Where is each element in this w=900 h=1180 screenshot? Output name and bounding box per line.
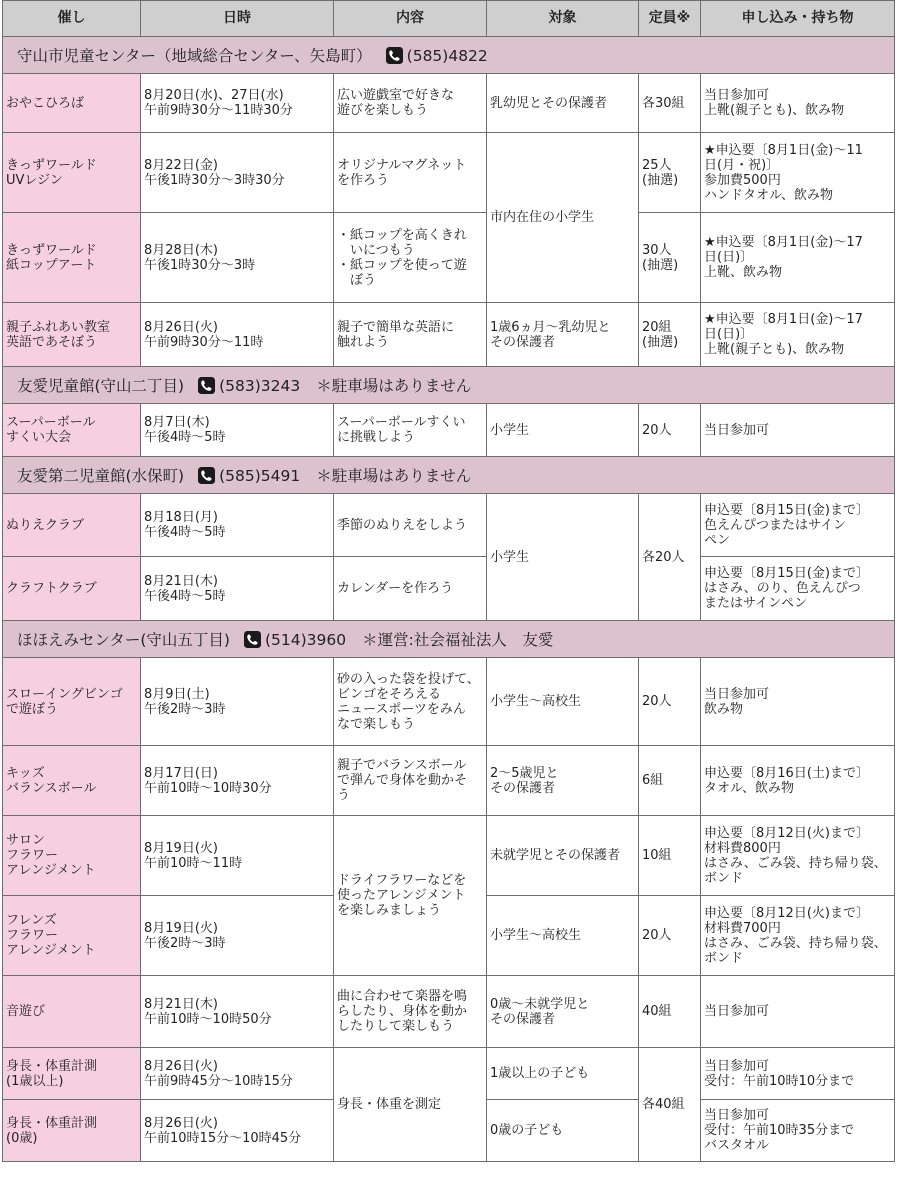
event-target: 小学生～高校生 bbox=[487, 658, 639, 746]
header-capacity: 定員※ bbox=[639, 1, 701, 37]
event-target: 市内在住の小学生 bbox=[487, 133, 639, 303]
event-apply: 申込要〔8月15日(金)まで〕 色えんぴつまたはサイン ペン bbox=[701, 494, 895, 557]
event-content: 親子で簡単な英語に 触れよう bbox=[334, 303, 487, 367]
event-content: 曲に合わせて楽器を鳴 らしたり、身体を動か したりして楽しもう bbox=[334, 976, 487, 1048]
table-row bbox=[3, 658, 895, 746]
table-row bbox=[3, 213, 895, 303]
table-row bbox=[3, 133, 895, 213]
event-datetime: 8月19日(火) 午後2時～3時 bbox=[141, 896, 334, 976]
event-content: カレンダーを作ろう bbox=[334, 557, 487, 621]
event-datetime: 8月18日(月) 午後4時～5時 bbox=[141, 494, 334, 557]
event-datetime: 8月26日(火) 午前9時30分～11時 bbox=[141, 303, 334, 367]
event-datetime: 8月17日(日) 午前10時～10時30分 bbox=[141, 746, 334, 816]
event-name: 親子ふれあい教室 英語であそぼう bbox=[3, 303, 141, 367]
event-target: 0歳～未就学児と その保護者 bbox=[487, 976, 639, 1048]
event-name: きっずワールド UVレジン bbox=[3, 133, 141, 213]
phone-icon bbox=[244, 631, 261, 648]
event-apply: 当日参加可 受付：午前10時35分まで バスタオル bbox=[701, 1100, 895, 1162]
event-apply: 当日参加可 bbox=[701, 404, 895, 457]
event-name: きっずワールド 紙コップアート bbox=[3, 213, 141, 303]
event-target: 小学生～高校生 bbox=[487, 896, 639, 976]
phone-icon bbox=[198, 467, 215, 484]
event-target: 未就学児とその保護者 bbox=[487, 816, 639, 896]
event-name: サロン フラワー アレンジメント bbox=[3, 816, 141, 896]
event-datetime: 8月7日(木) 午後4時～5時 bbox=[141, 404, 334, 457]
events-table bbox=[2, 0, 895, 1162]
event-name: クラフトクラブ bbox=[3, 557, 141, 621]
event-target: 乳幼児とその保護者 bbox=[487, 74, 639, 133]
event-apply: ★申込要〔8月1日(金)～11 日(月・祝)〕 参加費500円 ハンドタオル、飲み物 bbox=[701, 133, 895, 213]
section-header bbox=[3, 367, 895, 404]
table-row bbox=[3, 746, 895, 816]
event-capacity: 各20人 bbox=[639, 494, 701, 621]
event-capacity: 20人 bbox=[639, 404, 701, 457]
event-apply: 申込要〔8月12日(火)まで〕 材料費800円 はさみ、ごみ袋、持ち帰り袋、 ボンド bbox=[701, 816, 895, 896]
event-target: 1歳6ヵ月～乳幼児と その保護者 bbox=[487, 303, 639, 367]
section-phone: (585)5491 bbox=[219, 466, 301, 485]
event-content: 広い遊戯室で好きな 遊びを楽しもう bbox=[334, 74, 487, 133]
event-datetime: 8月26日(火) 午前9時45分～10時15分 bbox=[141, 1048, 334, 1100]
event-capacity: 10組 bbox=[639, 816, 701, 896]
header-target: 対象 bbox=[487, 1, 639, 37]
event-name: 身長・体重計測 (0歳) bbox=[3, 1100, 141, 1162]
event-apply: 当日参加可 上靴(親子とも)、飲み物 bbox=[701, 74, 895, 133]
event-content: 季節のぬりえをしよう bbox=[334, 494, 487, 557]
event-datetime: 8月9日(土) 午後2時～3時 bbox=[141, 658, 334, 746]
event-name: キッズ バランスボール bbox=[3, 746, 141, 816]
event-datetime: 8月28日(木) 午後1時30分～3時 bbox=[141, 213, 334, 303]
table-row bbox=[3, 404, 895, 457]
event-target: 2～5歳児と その保護者 bbox=[487, 746, 639, 816]
event-apply: 申込要〔8月12日(火)まで〕 材料費700円 はさみ、ごみ袋、持ち帰り袋、 ボンド bbox=[701, 896, 895, 976]
event-content: ・紙コップを高くきれ いにつもう ・紙コップを使って遊 ぼう bbox=[334, 213, 487, 303]
event-name: ぬりえクラブ bbox=[3, 494, 141, 557]
event-capacity: 20人 bbox=[639, 658, 701, 746]
event-name: スーパーボール すくい大会 bbox=[3, 404, 141, 457]
event-content: オリジナルマグネット を作ろう bbox=[334, 133, 487, 213]
table-row bbox=[3, 557, 895, 621]
section-header bbox=[3, 37, 895, 74]
event-capacity: 20組 (抽選) bbox=[639, 303, 701, 367]
event-datetime: 8月22日(金) 午後1時30分～3時30分 bbox=[141, 133, 334, 213]
event-apply: ★申込要〔8月1日(金)～17 日(日)〕 上靴、飲み物 bbox=[701, 213, 895, 303]
event-apply: 当日参加可 受付：午前10時10分まで bbox=[701, 1048, 895, 1100]
event-target: 1歳以上の子ども bbox=[487, 1048, 639, 1100]
event-content: スーパーボールすくい に挑戦しよう bbox=[334, 404, 487, 457]
event-capacity: 各30組 bbox=[639, 74, 701, 133]
event-datetime: 8月21日(木) 午前10時～10時50分 bbox=[141, 976, 334, 1048]
event-name: フレンズ フラワー アレンジメント bbox=[3, 896, 141, 976]
table-row bbox=[3, 1048, 895, 1100]
event-content: 砂の入った袋を投げて、 ビンゴをそろえる ニュースポーツをみん なで楽しもう bbox=[334, 658, 487, 746]
event-apply: 当日参加可 飲み物 bbox=[701, 658, 895, 746]
event-datetime: 8月19日(火) 午前10時～11時 bbox=[141, 816, 334, 896]
header-row bbox=[3, 1, 895, 37]
event-apply: 申込要〔8月15日(金)まで〕 はさみ、のり、色えんぴつ またはサインペン bbox=[701, 557, 895, 621]
section-title: 友愛児童館(守山二丁目) bbox=[17, 376, 185, 395]
event-content: ドライフラワーなどを 使ったアレンジメント を楽しみましょう bbox=[334, 816, 487, 976]
event-apply: ★申込要〔8月1日(金)～17 日(日)〕 上靴(親子とも)、飲み物 bbox=[701, 303, 895, 367]
header-apply: 申し込み・持ち物 bbox=[701, 1, 895, 37]
event-capacity: 6組 bbox=[639, 746, 701, 816]
header-content: 内容 bbox=[334, 1, 487, 37]
header-event: 催し bbox=[3, 1, 141, 37]
event-target: 0歳の子ども bbox=[487, 1100, 639, 1162]
section-title: 守山市児童センター（地域総合センター、矢島町） bbox=[17, 46, 372, 65]
event-capacity: 各40組 bbox=[639, 1048, 701, 1162]
event-capacity: 20人 bbox=[639, 896, 701, 976]
event-target: 小学生 bbox=[487, 404, 639, 457]
event-name: 音遊び bbox=[3, 976, 141, 1048]
event-apply: 当日参加可 bbox=[701, 976, 895, 1048]
section-note: ＊駐車場はありません bbox=[316, 466, 472, 485]
event-capacity: 30人 (抽選) bbox=[639, 213, 701, 303]
event-datetime: 8月20日(水)、27日(水) 午前9時30分～11時30分 bbox=[141, 74, 334, 133]
event-name: おやこひろば bbox=[3, 74, 141, 133]
event-name: 身長・体重計測 (1歳以上) bbox=[3, 1048, 141, 1100]
table-row bbox=[3, 816, 895, 896]
event-capacity: 40組 bbox=[639, 976, 701, 1048]
event-datetime: 8月26日(火) 午前10時15分～10時45分 bbox=[141, 1100, 334, 1162]
event-content: 親子でバランスボール で弾んで身体を動かそ う bbox=[334, 746, 487, 816]
section-note: ＊運営:社会福祉法人 友愛 bbox=[362, 630, 554, 649]
section-note: ＊駐車場はありません bbox=[316, 376, 472, 395]
event-name: スローイングビンゴ で遊ぼう bbox=[3, 658, 141, 746]
event-target: 小学生 bbox=[487, 494, 639, 621]
section-title: 友愛第二児童館(水保町) bbox=[17, 466, 185, 485]
section-phone: (583)3243 bbox=[219, 376, 301, 395]
table-row bbox=[3, 303, 895, 367]
table-row bbox=[3, 494, 895, 557]
event-content: 身長・体重を測定 bbox=[334, 1048, 487, 1162]
section-phone: (514)3960 bbox=[264, 630, 347, 649]
table-row bbox=[3, 74, 895, 133]
phone-icon bbox=[198, 377, 215, 394]
event-apply: 申込要〔8月16日(土)まで〕 タオル、飲み物 bbox=[701, 746, 895, 816]
event-capacity: 25人 (抽選) bbox=[639, 133, 701, 213]
header-datetime: 日時 bbox=[141, 1, 334, 37]
event-datetime: 8月21日(木) 午後4時～5時 bbox=[141, 557, 334, 621]
section-title: ほほえみセンター(守山五丁目) bbox=[17, 630, 230, 649]
section-phone: (585)4822 bbox=[406, 46, 488, 65]
section-header bbox=[3, 621, 895, 658]
table-row bbox=[3, 976, 895, 1048]
section-header bbox=[3, 457, 895, 494]
phone-icon bbox=[386, 47, 403, 64]
